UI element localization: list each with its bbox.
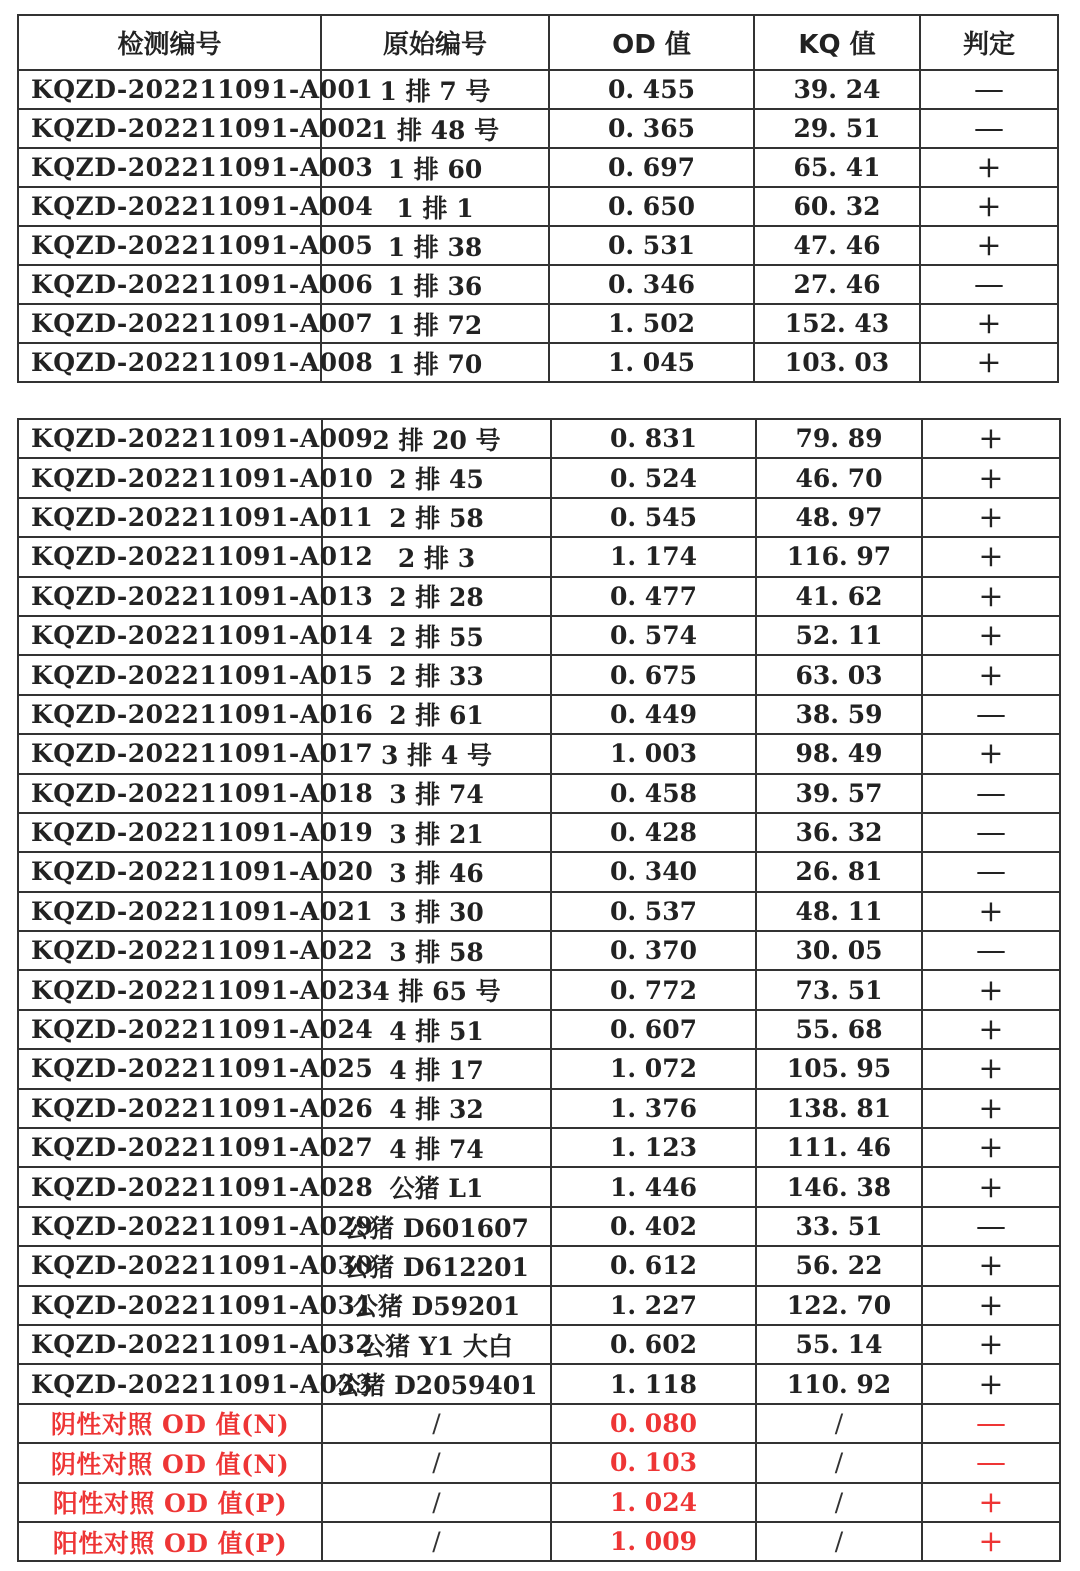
original-id-cell: 3 排 21 xyxy=(322,813,551,852)
test-id-cell: KQZD-202211091-A018 xyxy=(18,774,322,813)
od-value-cell: 1. 024 xyxy=(551,1483,756,1522)
original-id-cell: 公猪 L1 xyxy=(322,1167,551,1206)
kq-value-cell: 152. 43 xyxy=(754,304,920,343)
test-id-cell: KQZD-202211091-A028 xyxy=(18,1167,322,1206)
od-value-cell: 1. 376 xyxy=(551,1089,756,1128)
kq-value-cell: 98. 49 xyxy=(756,734,922,773)
verdict-cell: + xyxy=(922,970,1060,1009)
test-id-cell: KQZD-202211091-A032 xyxy=(18,1325,322,1364)
od-value-cell: 0. 531 xyxy=(549,226,754,265)
kq-value-cell: 110. 92 xyxy=(756,1364,922,1403)
kq-value-cell: 103. 03 xyxy=(754,343,920,382)
od-value-cell: 0. 340 xyxy=(551,852,756,891)
od-value-cell: 1. 502 xyxy=(549,304,754,343)
original-id-cell: 4 排 65 号 xyxy=(322,970,551,1009)
od-value-cell: 1. 009 xyxy=(551,1522,756,1561)
test-id-cell: KQZD-202211091-A002 xyxy=(18,109,321,148)
kq-value-cell: 63. 03 xyxy=(756,655,922,694)
header-test-id: 检测编号 xyxy=(18,15,321,70)
od-value-cell: 0. 346 xyxy=(549,265,754,304)
table-row xyxy=(18,537,1060,576)
original-id-cell: 1 排 72 xyxy=(321,304,549,343)
od-value-cell: 0. 458 xyxy=(551,774,756,813)
table-row xyxy=(18,1325,1060,1364)
original-id-cell: / xyxy=(322,1522,551,1561)
kq-value-cell: 73. 51 xyxy=(756,970,922,1009)
test-id-cell: KQZD-202211091-A023 xyxy=(18,970,322,1009)
test-id-cell: KQZD-202211091-A010 xyxy=(18,458,322,497)
table-row xyxy=(18,419,1060,458)
kq-value-cell: 116. 97 xyxy=(756,537,922,576)
table-row xyxy=(18,892,1060,931)
od-value-cell: 0. 831 xyxy=(551,419,756,458)
verdict-cell: — xyxy=(922,1207,1060,1246)
od-value-cell: 1. 174 xyxy=(551,537,756,576)
header-verdict: 判定 xyxy=(920,15,1058,70)
original-id-cell: / xyxy=(322,1483,551,1522)
control-row xyxy=(18,1443,1060,1482)
control-row xyxy=(18,1483,1060,1522)
kq-value-cell: / xyxy=(756,1483,922,1522)
kq-value-cell: 39. 57 xyxy=(756,774,922,813)
od-value-cell: 0. 365 xyxy=(549,109,754,148)
kq-value-cell: 36. 32 xyxy=(756,813,922,852)
verdict-cell: + xyxy=(922,1128,1060,1167)
od-value-cell: 0. 650 xyxy=(549,187,754,226)
verdict-cell: + xyxy=(922,734,1060,773)
kq-value-cell: 47. 46 xyxy=(754,226,920,265)
kq-value-cell: 46. 70 xyxy=(756,458,922,497)
original-id-cell: 公猪 D601607 xyxy=(322,1207,551,1246)
verdict-cell: + xyxy=(922,1325,1060,1364)
original-id-cell: 3 排 30 xyxy=(322,892,551,931)
verdict-cell: + xyxy=(922,1364,1060,1403)
kq-value-cell: 29. 51 xyxy=(754,109,920,148)
od-value-cell: 1. 003 xyxy=(551,734,756,773)
original-id-cell: 4 排 32 xyxy=(322,1089,551,1128)
od-value-cell: 0. 612 xyxy=(551,1246,756,1285)
kq-value-cell: 56. 22 xyxy=(756,1246,922,1285)
test-id-cell: KQZD-202211091-A020 xyxy=(18,852,322,891)
verdict-cell: — xyxy=(922,695,1060,734)
kq-value-cell: 60. 32 xyxy=(754,187,920,226)
original-id-cell: 1 排 70 xyxy=(321,343,549,382)
od-value-cell: 1. 123 xyxy=(551,1128,756,1167)
table-row xyxy=(18,109,1058,148)
verdict-cell: + xyxy=(922,1010,1060,1049)
verdict-cell: + xyxy=(922,1522,1060,1561)
test-id-cell: KQZD-202211091-A030 xyxy=(18,1246,322,1285)
table-row xyxy=(18,1207,1060,1246)
original-id-cell: 2 排 45 xyxy=(322,458,551,497)
table-row xyxy=(18,774,1060,813)
kq-value-cell: 105. 95 xyxy=(756,1049,922,1088)
od-value-cell: 1. 072 xyxy=(551,1049,756,1088)
od-value-cell: 0. 574 xyxy=(551,616,756,655)
od-value-cell: 0. 449 xyxy=(551,695,756,734)
header-row xyxy=(18,15,1058,70)
verdict-cell: — xyxy=(922,852,1060,891)
original-id-cell: 3 排 74 xyxy=(322,774,551,813)
table-row xyxy=(18,1049,1060,1088)
kq-value-cell: 48. 97 xyxy=(756,498,922,537)
table-row xyxy=(18,577,1060,616)
od-value-cell: 0. 370 xyxy=(551,931,756,970)
table-row xyxy=(18,931,1060,970)
od-value-cell: 0. 602 xyxy=(551,1325,756,1364)
test-id-cell: KQZD-202211091-A029 xyxy=(18,1207,322,1246)
verdict-cell: + xyxy=(922,892,1060,931)
table-row xyxy=(18,70,1058,109)
table-row xyxy=(18,1364,1060,1403)
original-id-cell: 1 排 1 xyxy=(321,187,549,226)
verdict-cell: + xyxy=(922,1483,1060,1522)
table-row xyxy=(18,498,1060,537)
table-row xyxy=(18,1010,1060,1049)
od-value-cell: 0. 455 xyxy=(549,70,754,109)
test-id-cell: KQZD-202211091-A001 xyxy=(18,70,321,109)
original-id-cell: / xyxy=(322,1443,551,1482)
od-value-cell: 1. 446 xyxy=(551,1167,756,1206)
kq-value-cell: 52. 11 xyxy=(756,616,922,655)
verdict-cell: + xyxy=(922,419,1060,458)
verdict-cell: + xyxy=(920,226,1058,265)
header-original-id: 原始编号 xyxy=(321,15,549,70)
original-id-cell: 4 排 74 xyxy=(322,1128,551,1167)
kq-value-cell: 30. 05 xyxy=(756,931,922,970)
od-value-cell: 1. 227 xyxy=(551,1286,756,1325)
test-id-cell: KQZD-202211091-A014 xyxy=(18,616,322,655)
test-id-cell: 阴性对照 OD 值(N) xyxy=(18,1443,322,1482)
test-id-cell: KQZD-202211091-A024 xyxy=(18,1010,322,1049)
verdict-cell: — xyxy=(920,70,1058,109)
test-id-cell: KQZD-202211091-A011 xyxy=(18,498,322,537)
original-id-cell: / xyxy=(322,1404,551,1443)
verdict-cell: + xyxy=(922,1286,1060,1325)
verdict-cell: + xyxy=(922,616,1060,655)
original-id-cell: 公猪 D59201 xyxy=(322,1286,551,1325)
kq-value-cell: 41. 62 xyxy=(756,577,922,616)
results-table-top xyxy=(17,14,1059,383)
od-value-cell: 0. 524 xyxy=(551,458,756,497)
test-id-cell: KQZD-202211091-A008 xyxy=(18,343,321,382)
original-id-cell: 3 排 46 xyxy=(322,852,551,891)
verdict-cell: — xyxy=(920,109,1058,148)
kq-value-cell: 26. 81 xyxy=(756,852,922,891)
table-row xyxy=(18,1167,1060,1206)
table-row xyxy=(18,304,1058,343)
original-id-cell: 3 排 58 xyxy=(322,931,551,970)
table-body-bottom xyxy=(18,419,1060,1561)
kq-value-cell: 33. 51 xyxy=(756,1207,922,1246)
kq-value-cell: / xyxy=(756,1404,922,1443)
verdict-cell: — xyxy=(922,931,1060,970)
kq-value-cell: 111. 46 xyxy=(756,1128,922,1167)
test-id-cell: KQZD-202211091-A031 xyxy=(18,1286,322,1325)
verdict-cell: + xyxy=(920,343,1058,382)
od-value-cell: 0. 402 xyxy=(551,1207,756,1246)
original-id-cell: 2 排 58 xyxy=(322,498,551,537)
original-id-cell: 3 排 4 号 xyxy=(322,734,551,773)
kq-value-cell: 138. 81 xyxy=(756,1089,922,1128)
original-id-cell: 2 排 3 xyxy=(322,537,551,576)
verdict-cell: + xyxy=(922,655,1060,694)
verdict-cell: — xyxy=(922,774,1060,813)
od-value-cell: 1. 118 xyxy=(551,1364,756,1403)
test-id-cell: KQZD-202211091-A015 xyxy=(18,655,322,694)
kq-value-cell: 27. 46 xyxy=(754,265,920,304)
table-body-top xyxy=(18,70,1058,382)
kq-value-cell: / xyxy=(756,1443,922,1482)
verdict-cell: — xyxy=(922,1404,1060,1443)
original-id-cell: 1 排 48 号 xyxy=(321,109,549,148)
table-row xyxy=(18,1089,1060,1128)
verdict-cell: — xyxy=(922,1443,1060,1482)
verdict-cell: — xyxy=(922,813,1060,852)
header-kq-value: KQ 值 xyxy=(754,15,920,70)
verdict-cell: + xyxy=(920,187,1058,226)
verdict-cell: + xyxy=(922,577,1060,616)
test-id-cell: KQZD-202211091-A026 xyxy=(18,1089,322,1128)
od-value-cell: 1. 045 xyxy=(549,343,754,382)
test-id-cell: KQZD-202211091-A022 xyxy=(18,931,322,970)
header-od-value: OD 值 xyxy=(549,15,754,70)
od-value-cell: 0. 428 xyxy=(551,813,756,852)
table-row xyxy=(18,148,1058,187)
table-row xyxy=(18,970,1060,1009)
kq-value-cell: 39. 24 xyxy=(754,70,920,109)
kq-value-cell: / xyxy=(756,1522,922,1561)
table-row xyxy=(18,616,1060,655)
table-row xyxy=(18,734,1060,773)
verdict-cell: + xyxy=(922,458,1060,497)
kq-value-cell: 122. 70 xyxy=(756,1286,922,1325)
test-id-cell: KQZD-202211091-A021 xyxy=(18,892,322,931)
test-id-cell: KQZD-202211091-A007 xyxy=(18,304,321,343)
table-row xyxy=(18,1246,1060,1285)
test-id-cell: KQZD-202211091-A019 xyxy=(18,813,322,852)
table-row xyxy=(18,813,1060,852)
od-value-cell: 0. 477 xyxy=(551,577,756,616)
kq-value-cell: 38. 59 xyxy=(756,695,922,734)
table-row xyxy=(18,187,1058,226)
control-row xyxy=(18,1404,1060,1443)
verdict-cell: — xyxy=(920,265,1058,304)
table-row xyxy=(18,1286,1060,1325)
test-id-cell: KQZD-202211091-A012 xyxy=(18,537,322,576)
od-value-cell: 0. 697 xyxy=(549,148,754,187)
kq-value-cell: 55. 14 xyxy=(756,1325,922,1364)
test-id-cell: KQZD-202211091-A017 xyxy=(18,734,322,773)
table-row xyxy=(18,852,1060,891)
original-id-cell: 4 排 17 xyxy=(322,1049,551,1088)
original-id-cell: 1 排 38 xyxy=(321,226,549,265)
kq-value-cell: 48. 11 xyxy=(756,892,922,931)
test-id-cell: KQZD-202211091-A004 xyxy=(18,187,321,226)
original-id-cell: 2 排 28 xyxy=(322,577,551,616)
original-id-cell: 公猪 D612201 xyxy=(322,1246,551,1285)
test-id-cell: KQZD-202211091-A005 xyxy=(18,226,321,265)
od-value-cell: 0. 103 xyxy=(551,1443,756,1482)
original-id-cell: 2 排 55 xyxy=(322,616,551,655)
od-value-cell: 0. 537 xyxy=(551,892,756,931)
table-row xyxy=(18,226,1058,265)
verdict-cell: + xyxy=(920,304,1058,343)
test-id-cell: KQZD-202211091-A009 xyxy=(18,419,322,458)
original-id-cell: 公猪 D2059401 xyxy=(322,1364,551,1403)
test-id-cell: KQZD-202211091-A006 xyxy=(18,265,321,304)
table-row xyxy=(18,265,1058,304)
test-id-cell: KQZD-202211091-A013 xyxy=(18,577,322,616)
verdict-cell: + xyxy=(922,1049,1060,1088)
verdict-cell: + xyxy=(920,148,1058,187)
test-id-cell: KQZD-202211091-A016 xyxy=(18,695,322,734)
original-id-cell: 1 排 36 xyxy=(321,265,549,304)
od-value-cell: 0. 607 xyxy=(551,1010,756,1049)
test-id-cell: 阳性对照 OD 值(P) xyxy=(18,1483,322,1522)
test-id-cell: 阴性对照 OD 值(N) xyxy=(18,1404,322,1443)
table-row xyxy=(18,458,1060,497)
results-table-bottom xyxy=(17,418,1061,1562)
original-id-cell: 2 排 20 号 xyxy=(322,419,551,458)
verdict-cell: + xyxy=(922,498,1060,537)
table-row xyxy=(18,343,1058,382)
table-row xyxy=(18,655,1060,694)
verdict-cell: + xyxy=(922,1167,1060,1206)
test-id-cell: KQZD-202211091-A033 xyxy=(18,1364,322,1403)
control-row xyxy=(18,1522,1060,1561)
table-row xyxy=(18,695,1060,734)
table-row xyxy=(18,1128,1060,1167)
test-id-cell: KQZD-202211091-A003 xyxy=(18,148,321,187)
test-id-cell: 阳性对照 OD 值(P) xyxy=(18,1522,322,1561)
original-id-cell: 1 排 7 号 xyxy=(321,70,549,109)
original-id-cell: 1 排 60 xyxy=(321,148,549,187)
verdict-cell: + xyxy=(922,537,1060,576)
kq-value-cell: 79. 89 xyxy=(756,419,922,458)
test-id-cell: KQZD-202211091-A025 xyxy=(18,1049,322,1088)
original-id-cell: 2 排 33 xyxy=(322,655,551,694)
test-id-cell: KQZD-202211091-A027 xyxy=(18,1128,322,1167)
verdict-cell: + xyxy=(922,1089,1060,1128)
od-value-cell: 0. 545 xyxy=(551,498,756,537)
kq-value-cell: 55. 68 xyxy=(756,1010,922,1049)
original-id-cell: 4 排 51 xyxy=(322,1010,551,1049)
od-value-cell: 0. 675 xyxy=(551,655,756,694)
od-value-cell: 0. 772 xyxy=(551,970,756,1009)
original-id-cell: 公猪 Y1 大白 xyxy=(322,1325,551,1364)
kq-value-cell: 65. 41 xyxy=(754,148,920,187)
kq-value-cell: 146. 38 xyxy=(756,1167,922,1206)
od-value-cell: 0. 080 xyxy=(551,1404,756,1443)
verdict-cell: + xyxy=(922,1246,1060,1285)
original-id-cell: 2 排 61 xyxy=(322,695,551,734)
